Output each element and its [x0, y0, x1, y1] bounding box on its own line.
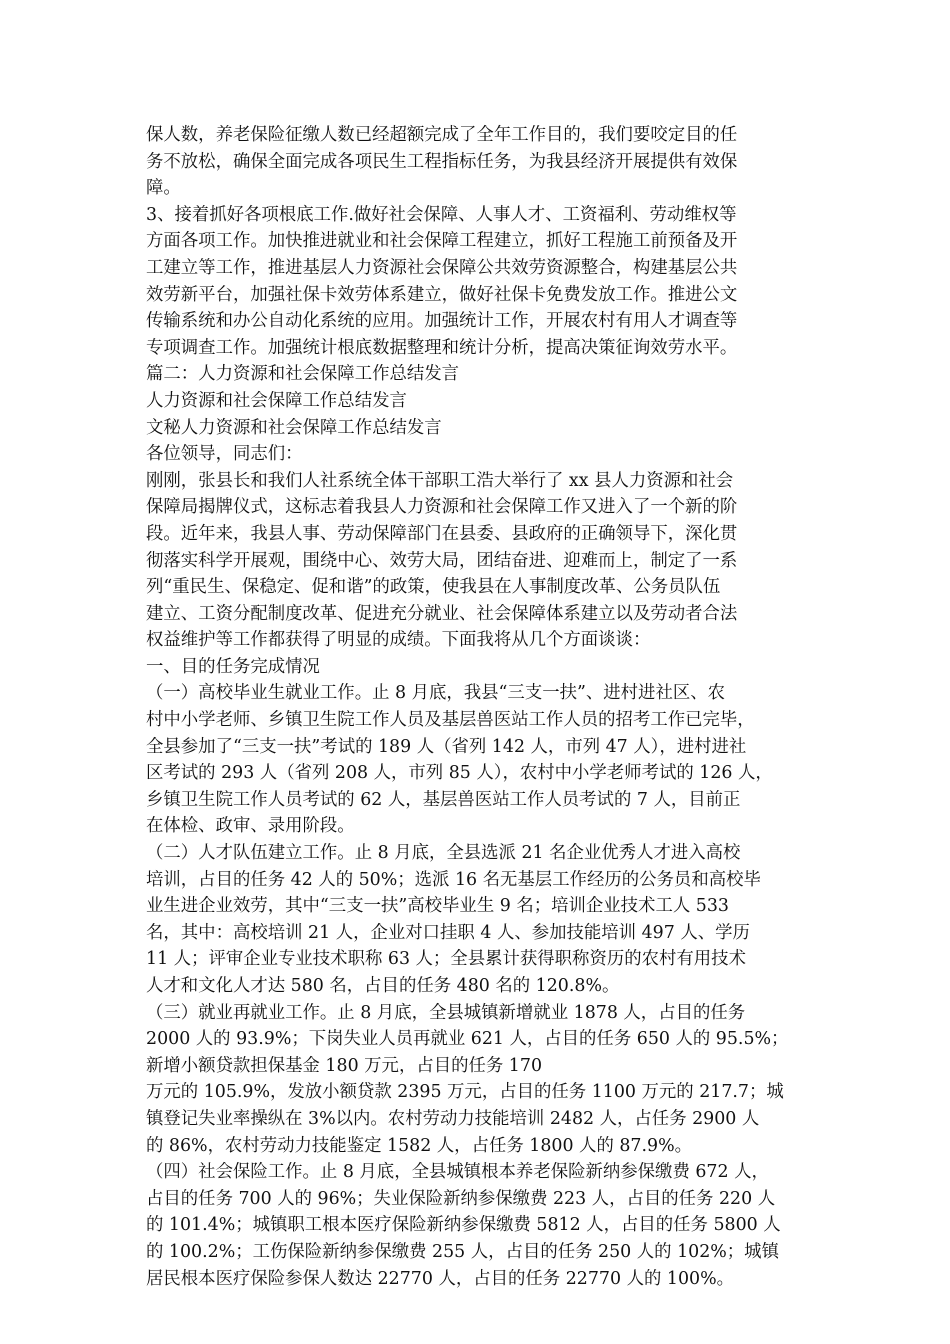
text-line: 新增小额贷款担保基金 180 万元，占目的任务 170	[146, 1055, 543, 1076]
text-line: 业生进企业效劳，其中“三支一扶”高校毕业生 9 名；培训企业技术工人 533	[146, 896, 729, 917]
text-line: 的 86%，农村劳动力技能鉴定 1582 人，占任务 1800 人的 87.9%。	[146, 1135, 693, 1156]
text-line: 11 人；评审企业专业技术职称 63 人；全县累计获得职称资历的农村有用技术	[146, 949, 746, 970]
text-line: 务不放松，确保全面完成各项民生工程指标任务，为我县经济开展提供有效保	[146, 151, 738, 172]
text-line: 2000 人的 93.9%；下岗失业人员再就业 621 人，占目的任务 650 人的 95.5%；	[146, 1029, 789, 1050]
text-line: 段。近年来，我县人事、劳动保障部门在县委、县政府的正确领导下，深化贯	[146, 523, 738, 544]
text-line: 的 101.4%；城镇职工根本医疗保险新纳参保缴费 5812 人，占目的任务 5800 人	[146, 1215, 781, 1236]
text-line: 文秘人力资源和社会保障工作总结发言	[146, 417, 442, 438]
text-line: 一、目的任务完成情况	[146, 656, 320, 677]
text-line: 刚刚，张县长和我们人社系统全体干部职工浩大举行了 xx 县人力资源和社会	[146, 470, 734, 491]
text-line: 保障局揭牌仪式，这标志着我县人力资源和社会保障工作又进入了一个新的阶	[146, 497, 738, 518]
text-line: 乡镇卫生院工作人员考试的 62 人，基层兽医站工作人员考试的 7 人，目前正	[146, 789, 741, 810]
text-line: （三）就业再就业工作。止 8 月底，全县城镇新增就业 1878 人，占目的任务	[146, 1002, 746, 1023]
text-line: 3、接着抓好各项根底工作.做好社会保障、人事人才、工资福利、劳动维权等	[146, 204, 737, 225]
text-line: （二）人才队伍建立工作。止 8 月底，全县选派 21 名企业优秀人才进入高校	[146, 843, 741, 864]
text-line: 专项调查工作。加强统计根底数据整理和统计分析，提高决策征询效劳水平。	[146, 337, 738, 358]
text-line: 列“重民生、保稳定、促和谐”的政策，使我县在人事制度改革、公务员队伍	[146, 577, 721, 598]
text-line: 全县参加了“三支一扶”考试的 189 人（省列 142 人，市列 47 人），进村进社	[146, 736, 747, 757]
text-line: 彻落实科学开展观，围绕中心、效劳大局，团结奋进、迎难而上，制定了一系	[146, 550, 738, 571]
text-line: （四）社会保险工作。止 8 月底，全县城镇根本养老保险新纳参保缴费 672 人，	[146, 1162, 769, 1183]
text-line: 培训，占目的任务 42 人的 50%；选派 16 名无基层工作经历的公务员和高校毕	[146, 869, 761, 890]
text-line: 万元的 105.9%，发放小额贷款 2395 万元，占目的任务 1100 万元的 217.7；城	[146, 1082, 784, 1103]
text-line: 效劳新平台，加强社保卡效劳体系建立，做好社保卡免费发放工作。推进公文	[146, 284, 738, 305]
text-line: 各位领导，同志们：	[146, 444, 303, 465]
text-line: 传输系统和办公自动化系统的应用。加强统计工作，开展农村有用人才调查等	[146, 311, 738, 332]
text-line: 障。	[146, 178, 181, 199]
text-line: 村中小学老师、乡镇卫生院工作人员及基层兽医站工作人员的招考工作已完毕，	[146, 710, 755, 731]
text-line: 区考试的 293 人（省列 208 人，市列 85 人），农村中小学老师考试的 126 人，	[146, 763, 773, 784]
text-line: （一）高校毕业生就业工作。止 8 月底，我县“三支一扶”、进村进社区、农	[146, 683, 726, 704]
text-line: 人才和文化人才达 580 名，占目的任务 480 名的 120.8%。	[146, 976, 620, 996]
text-line: 居民根本医疗保险参保人数达 22770 人，占目的任务 22770 人的 100%。	[146, 1268, 734, 1289]
text-line: 在体检、政审、录用阶段。	[146, 816, 355, 837]
text-line: 名，其中：高校培训 21 人，企业对口挂职 4 人、参加技能培训 497 人、学历	[146, 922, 750, 943]
text-line: 权益维护等工作都获得了明显的成绩。下面我将从几个方面谈谈：	[146, 630, 651, 651]
text-line: 篇二：人力资源和社会保障工作总结发言	[146, 364, 460, 385]
text-line: 工建立等工作，推进基层人力资源社会保障公共效劳资源整合，构建基层公共	[146, 257, 738, 278]
text-line: 镇登记失业率操纵在 3%以内。农村劳动力技能培训 2482 人，占任务 2900 人	[146, 1108, 760, 1129]
text-line: 保人数，养老保险征缴人数已经超额完成了全年工作目的，我们要咬定目的任	[146, 125, 738, 145]
text-line: 占目的任务 700 人的 96%；失业保险新纳参保缴费 223 人，占目的任务 220 人	[146, 1188, 776, 1209]
document-body	[146, 122, 816, 1292]
text-line: 建立、工资分配制度改革、促进充分就业、社会保障体系建立以及劳动者合法	[146, 603, 738, 624]
text-line: 的 100.2%；工伤保险新纳参保缴费 255 人，占目的任务 250 人的 102%；城镇	[146, 1241, 779, 1262]
text-line: 方面各项工作。加快推进就业和社会保障工程建立，抓好工程施工前预备及开	[146, 231, 738, 252]
text-line: 人力资源和社会保障工作总结发言	[146, 390, 407, 411]
